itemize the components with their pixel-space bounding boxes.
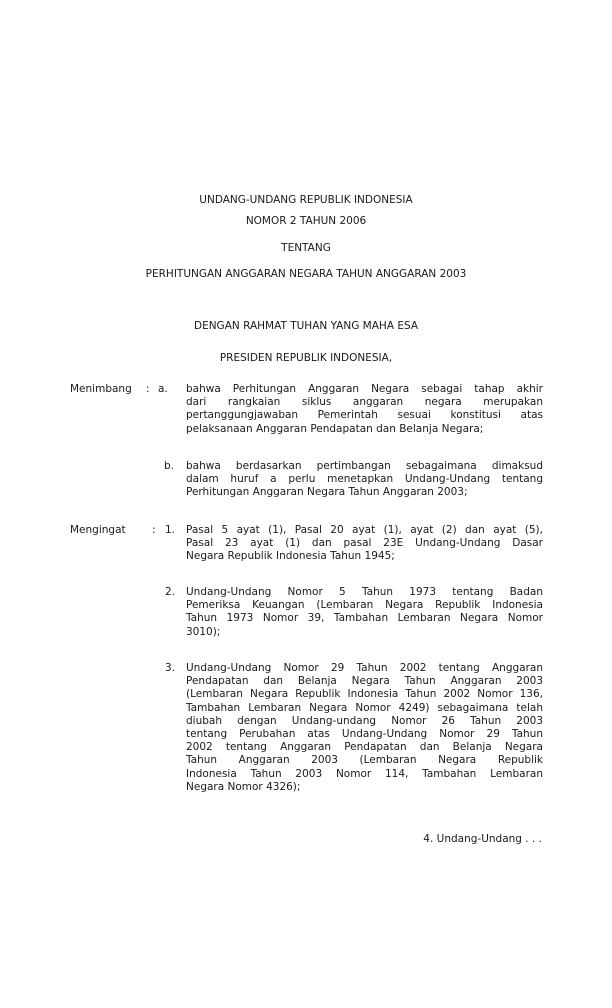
document-title: UNDANG-UNDANG REPUBLIK INDONESIA (199, 194, 413, 206)
paragraph-line: Pendapatan dan Belanja Negara Tahun Anggaran 2003 (186, 675, 543, 688)
mengingat-marker-2: 2. (165, 586, 176, 598)
page-continuation: 4. Undang-Undang . . . (423, 833, 542, 845)
paragraph-line: 2002 tentang Anggaran Pendapatan dan Belanja Negara (186, 741, 543, 754)
paragraph-line: diubah dengan Undang-undang Nomor 26 Tahun 2003 (186, 714, 543, 727)
mengingat-item-1 (186, 524, 543, 564)
mengingat-item-2 (186, 586, 543, 639)
mengingat-separator: : (152, 524, 156, 536)
menimbang-separator: : (146, 383, 150, 395)
menimbang-marker-b: b. (164, 460, 175, 472)
paragraph-line: bahwa Perhitungan Anggaran Negara sebagai tahap akhir (186, 383, 543, 395)
paragraph-line: Undang-Undang Nomor 29 Tahun 2002 tentang Anggaran (186, 662, 543, 674)
paragraph-line: Indonesia Tahun 2003 Nomor 114, Tambahan Lembaran (186, 767, 543, 780)
paragraph-line: 3010); (186, 625, 221, 638)
paragraph-line: (Lembaran Negara Republik Indonesia Tahun 2002 Nomor 136, (186, 688, 543, 701)
paragraph-line: Pasal 23 ayat (1) dan pasal 23E Undang-Undang Dasar (186, 537, 543, 550)
paragraph-line: Tahun 1973 Nomor 39, Tambahan Lembaran Negara Nomor (186, 612, 543, 625)
menimbang-item-a (186, 383, 543, 436)
paragraph-line: tentang Perubahan atas Undang-Undang Nomor 29 Tahun (186, 728, 543, 741)
paragraph-line: Pasal 5 ayat (1), Pasal 20 ayat (1), ayat (2) dan ayat (5), (186, 524, 543, 536)
paragraph-line: Pemeriksa Keuangan (Lembaran Negara Republik Indonesia (186, 599, 543, 612)
president-line: PRESIDEN REPUBLIK INDONESIA, (219, 352, 393, 364)
mengingat-marker-1: 1. (165, 524, 176, 536)
document-subject: PERHITUNGAN ANGGARAN NEGARA TAHUN ANGGARAN 2003 (145, 268, 467, 280)
mengingat-item-3 (186, 662, 543, 794)
paragraph-line: Negara Nomor 4326); (186, 780, 301, 793)
document-number: NOMOR 2 TAHUN 2006 (245, 215, 367, 227)
tentang-heading: TENTANG (281, 242, 331, 254)
menimbang-item-b (186, 460, 543, 500)
blessing-line: DENGAN RAHMAT TUHAN YANG MAHA ESA (193, 320, 419, 332)
paragraph-line: Negara Republik Indonesia Tahun 1945; (186, 550, 395, 563)
paragraph-line: bahwa berdasarkan pertimbangan sebagaimana dimaksud (186, 460, 543, 472)
paragraph-line: Perhitungan Anggaran Negara Tahun Anggaran 2003; (186, 486, 468, 499)
mengingat-label: Mengingat (70, 524, 126, 536)
menimbang-label: Menimbang (70, 383, 132, 395)
paragraph-line: pelaksanaan Anggaran Pendapatan dan Belanja Negara; (186, 422, 484, 435)
paragraph-line: Undang-Undang Nomor 5 Tahun 1973 tentang Badan (186, 586, 543, 598)
paragraph-line: dari rangkaian siklus anggaran negara merupakan (186, 396, 543, 409)
paragraph-line: pertanggungjawaban Pemerintah sesuai konstitusi atas (186, 409, 543, 422)
paragraph-line: Tambahan Lembaran Negara Nomor 4249) sebagaimana telah (186, 701, 543, 714)
mengingat-marker-3: 3. (165, 662, 176, 674)
menimbang-marker-a: a. (158, 383, 168, 395)
paragraph-line: dalam huruf a perlu menetapkan Undang-Undang tentang (186, 473, 543, 486)
paragraph-line: Tahun Anggaran 2003 (Lembaran Negara Republik (186, 754, 543, 767)
